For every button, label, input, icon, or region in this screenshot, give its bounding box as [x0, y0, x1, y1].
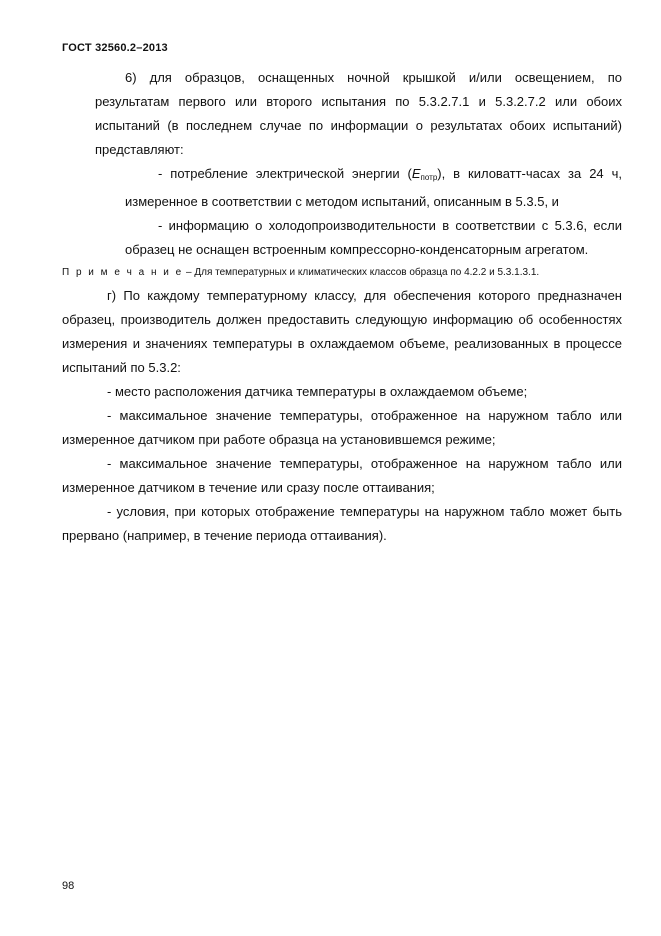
list-item-sensor-location: - место расположения датчика температуры в охлаждаемом объеме;: [107, 384, 528, 399]
paragraph-g: г) По каждому температурному классу, для обеспечения которого предназначен образец, производитель должен предоставить следующую информацию об особенностях измерения и значениях температуры в охлаждаемом объеме, реализованных в процессе испытаний по 5.3.2:: [62, 288, 622, 375]
document-body: [62, 66, 622, 548]
list-item-max-defrost: - максимальное значение температуры, отображенное на наружном табло или измеренное датчиком в течение или сразу после оттаивания;: [62, 456, 622, 495]
energy-prefix: - потребление электрической энергии (: [158, 166, 412, 181]
note: [62, 262, 622, 284]
list-item-display-conditions: - условия, при которых отображение температуры на наружном табло может быть прервано (например, в течение периода оттаивания).: [62, 504, 622, 543]
list-item-energy: [125, 162, 622, 214]
paragraph-b6: 6) для образцов, оснащенных ночной крышкой и/или освещением, по результатам первого или второго испытания по 5.3.2.7.1 и 5.3.2.7.2 или обоих испытаний (в последнем случае по информации о результатах обоих испытаний) представляют:: [95, 70, 622, 157]
energy-suffix: ), в киловатт-часах за 24 ч, измеренное в соответствии с методом испытаний, описанным в 5.3.5, и: [125, 166, 622, 209]
list-item-cooling: - информацию о холодопроизводительности в соответствии с 5.3.6, если образец не оснащен встроенным компрессорно-конденсаторным агрегатом.: [125, 218, 622, 257]
energy-subscript: потр: [420, 173, 438, 182]
document-header: ГОСТ 32560.2–2013: [62, 42, 168, 54]
note-label: П р и м е ч а н и е: [62, 267, 184, 278]
list-item-max-steady: - максимальное значение температуры, отображенное на наружном табло или измеренное датчиком при работе образца на установившемся режиме;: [62, 408, 622, 447]
note-text: – Для температурных и климатических классов образца по 4.2.2 и 5.3.1.3.1.: [183, 267, 540, 278]
page-number: 98: [62, 880, 75, 892]
energy-symbol: E: [411, 166, 421, 181]
